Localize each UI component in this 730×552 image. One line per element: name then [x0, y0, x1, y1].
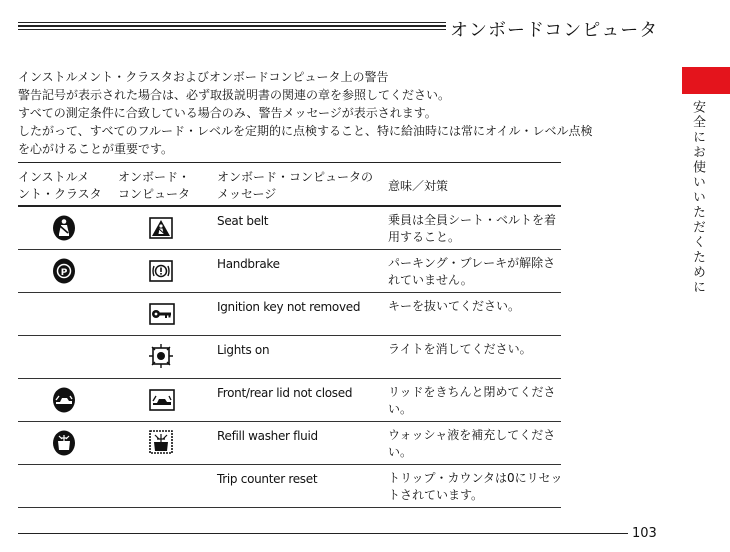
- washer-fluid-icon: [52, 430, 76, 456]
- meaning-text: ライトを消してください。: [388, 342, 532, 356]
- svg-text:P: P: [60, 268, 68, 278]
- message-text: Ignition key not removed: [217, 300, 361, 314]
- meaning-text: パーキング・ブレーキが解除されていません。: [388, 256, 556, 287]
- column-header-message: オンボード・コンピュータの メッセージ: [217, 170, 374, 201]
- meaning-text: トリップ・カウンタは0にリセットされています。: [388, 471, 563, 502]
- message-text: Lights on: [217, 343, 270, 357]
- seatbelt-icon: [52, 215, 76, 241]
- row-rule: [18, 507, 561, 508]
- meaning-text: ウォッシャ液を補充してください。: [388, 428, 556, 459]
- brake-warning-icon: [149, 260, 173, 282]
- intro-line: インストルメント・クラスタおよびオンボードコンピュータ上の警告: [18, 70, 389, 84]
- intro-line: したがって、すべてのフルード・レベルを定期的に点検すること、特に給油時には常にオイル・レベル点検: [18, 124, 593, 138]
- meaning-text: リッドをきちんと閉めてください。: [388, 385, 556, 416]
- lid-open-icon: [149, 389, 175, 411]
- ignition-key-icon: [149, 303, 175, 325]
- table-row: [18, 422, 561, 465]
- section-tab-marker: [682, 67, 730, 94]
- table-row: [18, 336, 561, 379]
- washer-fluid-icon: [149, 430, 173, 454]
- footer-rule: [18, 533, 628, 534]
- table-row: [18, 250, 561, 293]
- column-header-cluster: インストルメ ント・クラスタ: [18, 170, 102, 201]
- message-text: Trip counter reset: [217, 472, 318, 486]
- meaning-text: キーを抜いてください。: [388, 299, 521, 313]
- meaning-text: 乗員は全員シート・ベルトを着用すること。: [388, 213, 557, 244]
- lid-open-icon: [52, 387, 76, 413]
- section-tab-label: 安全にお使いいただくために: [690, 100, 705, 295]
- parking-brake-icon: [52, 258, 76, 284]
- intro-text: [18, 68, 668, 158]
- seatbelt-warning-icon: [149, 217, 173, 239]
- lights-on-icon: [149, 344, 173, 368]
- intro-line: 警告記号が表示された場合は、必ず取扱説明書の関連の章を参照してください。: [18, 88, 451, 102]
- message-text: Refill washer fluid: [217, 429, 318, 443]
- message-text: Front/rear lid not closed: [217, 386, 353, 400]
- page-title: オンボードコンピュータ: [450, 20, 659, 41]
- intro-line: を心がけることが重要です。: [18, 142, 174, 156]
- column-header-meaning: 意味／対策: [388, 179, 449, 193]
- table-row: [18, 379, 561, 422]
- table-row: [18, 207, 561, 250]
- message-text: Seat belt: [217, 214, 269, 228]
- table-row: [18, 293, 561, 336]
- column-header-computer: オンボード・ コンピュータ: [118, 170, 191, 201]
- table-top-rule: [18, 162, 561, 163]
- table-row: [18, 465, 561, 508]
- message-text: Handbrake: [217, 257, 280, 271]
- page-number: 103: [632, 526, 657, 541]
- header-rule: [18, 22, 446, 34]
- intro-line: すべての測定条件に合致している場合のみ、警告メッセージが表示されます。: [18, 106, 437, 120]
